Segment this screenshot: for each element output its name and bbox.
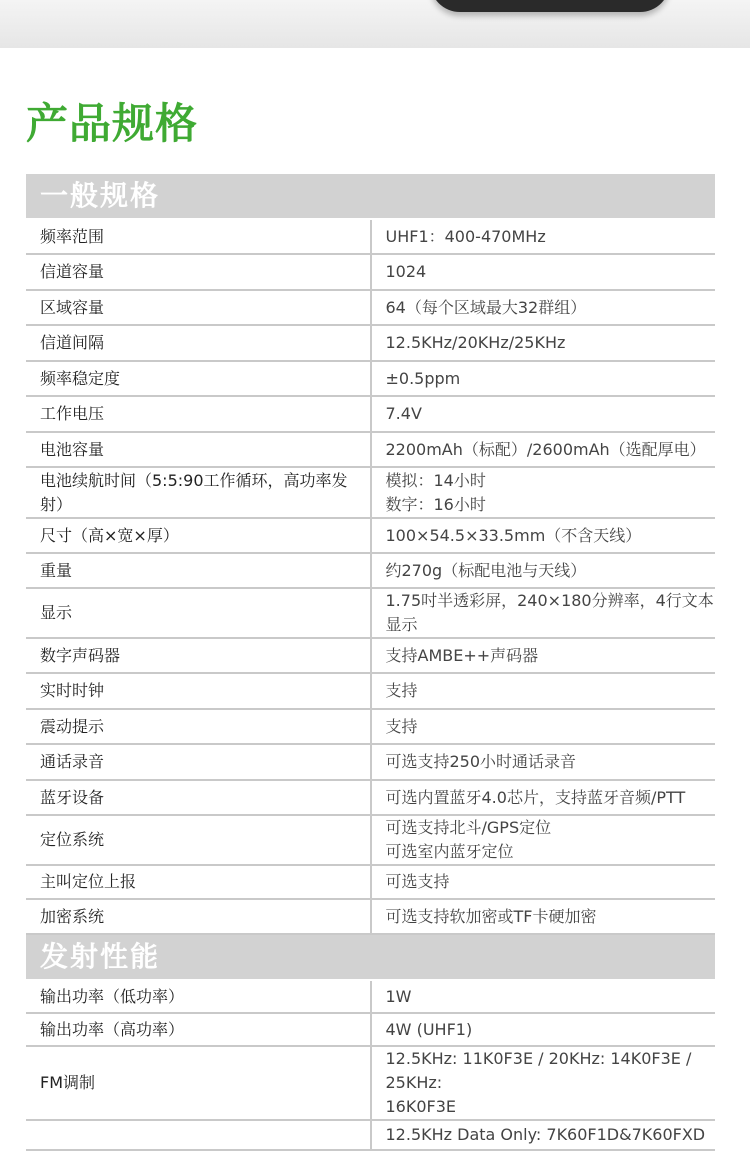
spec-value: 可选支持软加密或TF卡硬加密 — [371, 899, 716, 934]
spec-value: 支持 — [371, 709, 716, 744]
spec-value: 12.5KHz/20KHz/25KHz — [371, 325, 716, 361]
spec-value: 可选支持北斗/GPS定位 可选室内蓝牙定位 — [371, 815, 716, 865]
spec-value: UHF1：400-470MHz — [371, 219, 716, 254]
spec-value: 可选支持250小时通话录音 — [371, 744, 716, 780]
spec-label: 工作电压 — [26, 396, 371, 432]
spec-label: 尺寸（高×宽×厚） — [26, 518, 371, 553]
spec-label: 输出功率（低功率） — [26, 980, 371, 1013]
spec-row — [26, 254, 715, 290]
spec-row — [26, 325, 715, 361]
spec-label: 电池容量 — [26, 432, 371, 467]
spec-label: 显示 — [26, 588, 371, 638]
page-title: 产品规格 — [26, 99, 199, 148]
spec-value: 可选支持 — [371, 865, 716, 899]
product-banner-image — [0, 0, 750, 48]
spec-value: 约270g（标配电池与天线） — [371, 553, 716, 588]
spec-value: 可选内置蓝牙4.0芯片，支持蓝牙音频/PTT — [371, 780, 716, 815]
spec-value: 100×54.5×33.5mm（不含天线） — [371, 518, 716, 553]
spec-label: 电池续航时间（5:5:90工作循环，高功率发射） — [26, 467, 371, 518]
spec-table — [26, 174, 715, 1151]
spec-value: 2200mAh（标配）/2600mAh（选配厚电） — [371, 432, 716, 467]
spec-label: 输出功率（高功率） — [26, 1013, 371, 1046]
spec-row — [26, 518, 715, 553]
spec-label: 重量 — [26, 553, 371, 588]
spec-label — [26, 1120, 371, 1150]
spec-row — [26, 673, 715, 709]
spec-value: 模拟：14小时 数字：16小时 — [371, 467, 716, 518]
spec-row — [26, 396, 715, 432]
spec-value: 支持 — [371, 673, 716, 709]
spec-label: 区域容量 — [26, 290, 371, 325]
spec-row — [26, 361, 715, 396]
spec-label: 通话录音 — [26, 744, 371, 780]
section-heading: 一般规格 — [26, 174, 715, 219]
spec-label: FM调制 — [26, 1046, 371, 1120]
spec-label: 加密系统 — [26, 899, 371, 934]
spec-row — [26, 432, 715, 467]
spec-row — [26, 290, 715, 325]
spec-label: 频率稳定度 — [26, 361, 371, 396]
spec-row — [26, 638, 715, 673]
section-header — [26, 934, 715, 980]
spec-label: 蓝牙设备 — [26, 780, 371, 815]
spec-value: 12.5KHz Data Only: 7K60F1D&7K60FXD — [371, 1120, 716, 1150]
spec-label: 信道容量 — [26, 254, 371, 290]
spec-label: 实时时钟 — [26, 673, 371, 709]
section-heading: 发射性能 — [26, 934, 715, 980]
spec-row — [26, 744, 715, 780]
device-photo-fragment — [430, 0, 670, 12]
spec-value: 1024 — [371, 254, 716, 290]
spec-row — [26, 815, 715, 865]
spec-value: 12.5KHz: 11K0F3E / 20KHz: 14K0F3E / 25KHz: 16K0F3E — [371, 1046, 716, 1120]
spec-value: 1W — [371, 980, 716, 1013]
spec-value: 1.75吋半透彩屏，240×180分辨率，4行文本显示 — [371, 588, 716, 638]
spec-label: 数字声码器 — [26, 638, 371, 673]
spec-row — [26, 1046, 715, 1120]
spec-value: 64（每个区域最大32群组） — [371, 290, 716, 325]
spec-value: 4W (UHF1) — [371, 1013, 716, 1046]
spec-label: 主叫定位上报 — [26, 865, 371, 899]
spec-row — [26, 865, 715, 899]
spec-label: 频率范围 — [26, 219, 371, 254]
spec-row — [26, 588, 715, 638]
spec-row — [26, 709, 715, 744]
spec-label: 震动提示 — [26, 709, 371, 744]
spec-row — [26, 467, 715, 518]
spec-row — [26, 780, 715, 815]
spec-value: 支持AMBE++声码器 — [371, 638, 716, 673]
spec-label: 信道间隔 — [26, 325, 371, 361]
spec-value: 7.4V — [371, 396, 716, 432]
spec-row — [26, 219, 715, 254]
spec-row — [26, 980, 715, 1013]
spec-row — [26, 1120, 715, 1150]
spec-row — [26, 553, 715, 588]
spec-row — [26, 1013, 715, 1046]
spec-label: 定位系统 — [26, 815, 371, 865]
spec-value: ±0.5ppm — [371, 361, 716, 396]
section-header — [26, 174, 715, 219]
spec-row — [26, 899, 715, 934]
